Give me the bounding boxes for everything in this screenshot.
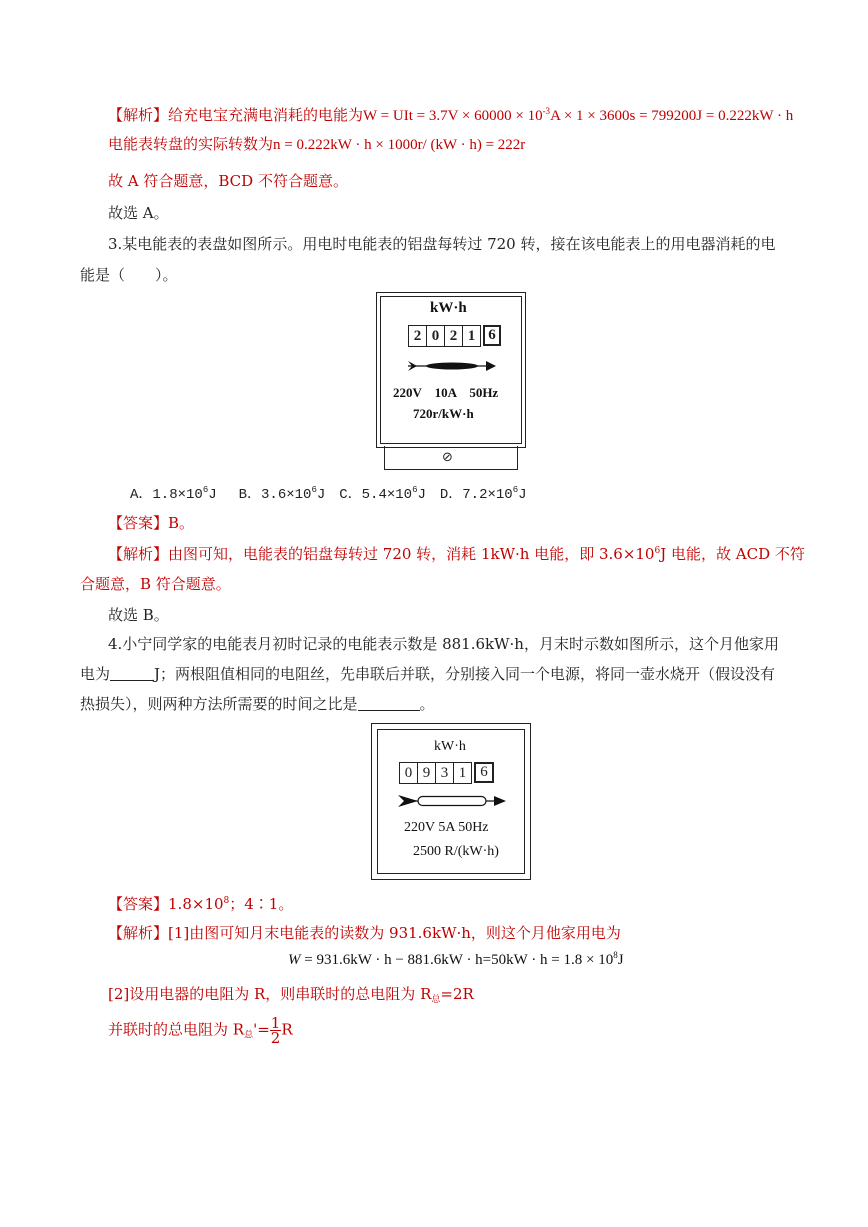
option-d: D．$7.2\times 10^6J$ — [439, 485, 527, 503]
analysis-tag: 【解析】 — [108, 106, 169, 124]
meter1-disc-arrow-icon — [406, 356, 498, 376]
q3-stem-line-2: 能是（ ）。 — [80, 266, 178, 284]
energy-formula: W = UIt = $3.7V \times 60000 \times 10^{-3}A \times 1 \times 3600s = 799200J = 0.222kW \cdot h$ — [363, 106, 794, 124]
meter2-digit: 9 — [417, 762, 436, 784]
option-c: C．$5.4\times 10^6J$ — [339, 485, 426, 503]
meter2-digit: 0 — [399, 762, 418, 784]
q4-stem-line-3: 热损失），则两种方法所需要的时间之比是 。 — [80, 695, 435, 713]
fraction-one-half: $\frac{1}{2}$ — [270, 1014, 281, 1047]
q4-stem-line-1: 4.小宁同学家的电能表月初时记录的电能表示数是 881.6kW·h，月末时示数如图所示，这个月他家用 — [108, 635, 779, 653]
q4-energy-formula: $W = 931.6kW \cdot h - 881.6kW \cdot h=50kW \cdot h = 1.8 \times 10^8J$ — [288, 950, 624, 968]
meter1-digit: 1 — [462, 325, 481, 347]
q4-stem-line-2: 电为 J；两根阻值相同的电阻丝，先串联后并联，分别接入同一个电源，将同一壶水烧开（假设没有 — [80, 665, 776, 683]
q4-analysis-line-3: [2]设用电器的电阻为 R，则串联时的总电阻为 $R_总=2R$ — [108, 985, 474, 1005]
meter2-digit: 3 — [435, 762, 454, 784]
meter2-unit: kW·h — [434, 739, 466, 754]
answer-blank-1[interactable] — [110, 666, 154, 681]
meter2-digit-last: 6 — [474, 762, 494, 783]
q4-answer: 【答案】$1.8\times 10^8$；4∶1。 — [108, 895, 294, 913]
meter2-digits — [400, 762, 494, 784]
analysis-line-1: 【解析】给充电宝充满电消耗的电能为W = UIt = $3.7V \times 60000 \times 10^{-3}A \times 1 \times 3600s = 799200J = 0.222kW \cdot h$ — [108, 106, 794, 124]
q4-analysis-line-4: 并联时的总电阻为 $R_总'=$ $\frac{1}{2}$ R — [108, 1014, 293, 1047]
meter2-disc-arrow-icon — [396, 791, 508, 811]
meter1-digit: 2 — [408, 325, 427, 347]
option-b: B．$3.6\times 10^6J$ — [238, 485, 326, 503]
q3-analysis-line-2: 合题意，B 符合题意。 — [80, 575, 231, 593]
meter1-digit: 0 — [426, 325, 445, 347]
q3-answer: 【答案】B。 — [108, 514, 195, 532]
q3-options — [130, 484, 527, 506]
q3-analysis-line-1: 【解析】由图可知，电能表的铝盘每转过 720 转，消耗 1kW·h 电能，即 $3.6\times 10^6J$ 电能，故 ACD 不符 — [108, 545, 805, 563]
meter1-digits — [409, 325, 501, 347]
meter2-spec: 220V 5A 50Hz — [404, 820, 489, 835]
meter2-digit: 1 — [453, 762, 472, 784]
answer-blank-2[interactable] — [358, 696, 420, 711]
meter1-digit: 2 — [444, 325, 463, 347]
meter1-digit-last: 6 — [483, 325, 501, 346]
revolution-formula: n = 0.222kW · h × 1000r/ (kW · h) = 222r — [273, 137, 526, 153]
option-a: A．$1.8\times 10^6J$ — [130, 485, 217, 503]
meter1-screw-icon: ⊘ — [442, 450, 453, 465]
meter1-rev: 720r/kW·h — [413, 406, 474, 421]
q3-pick: 故选 B。 — [108, 606, 169, 624]
meter1-spec: 220V 10A 50Hz — [393, 385, 499, 400]
q2-pick: 故选 A。 — [108, 204, 169, 222]
analysis-line-2: 电能表转盘的实际转数为n = 0.222kW · h × 1000r/ (kW · h) = 222r — [108, 135, 526, 153]
q4-analysis-line-1: 【解析】[1]由图可知月末电能表的读数为 931.6kW·h，则这个月他家用电为 — [108, 924, 621, 942]
meter1-unit: kW·h — [430, 300, 467, 316]
meter2-rev: 2500 R/(kW·h) — [413, 844, 499, 859]
q3-stem-line-1: 3.某电能表的表盘如图所示。用电时电能表的铝盘每转过 720 转，接在该电能表上的用电器消耗的电 — [108, 235, 776, 253]
analysis-line-3: 故 A 符合题意，BCD 不符合题意。 — [108, 172, 348, 190]
